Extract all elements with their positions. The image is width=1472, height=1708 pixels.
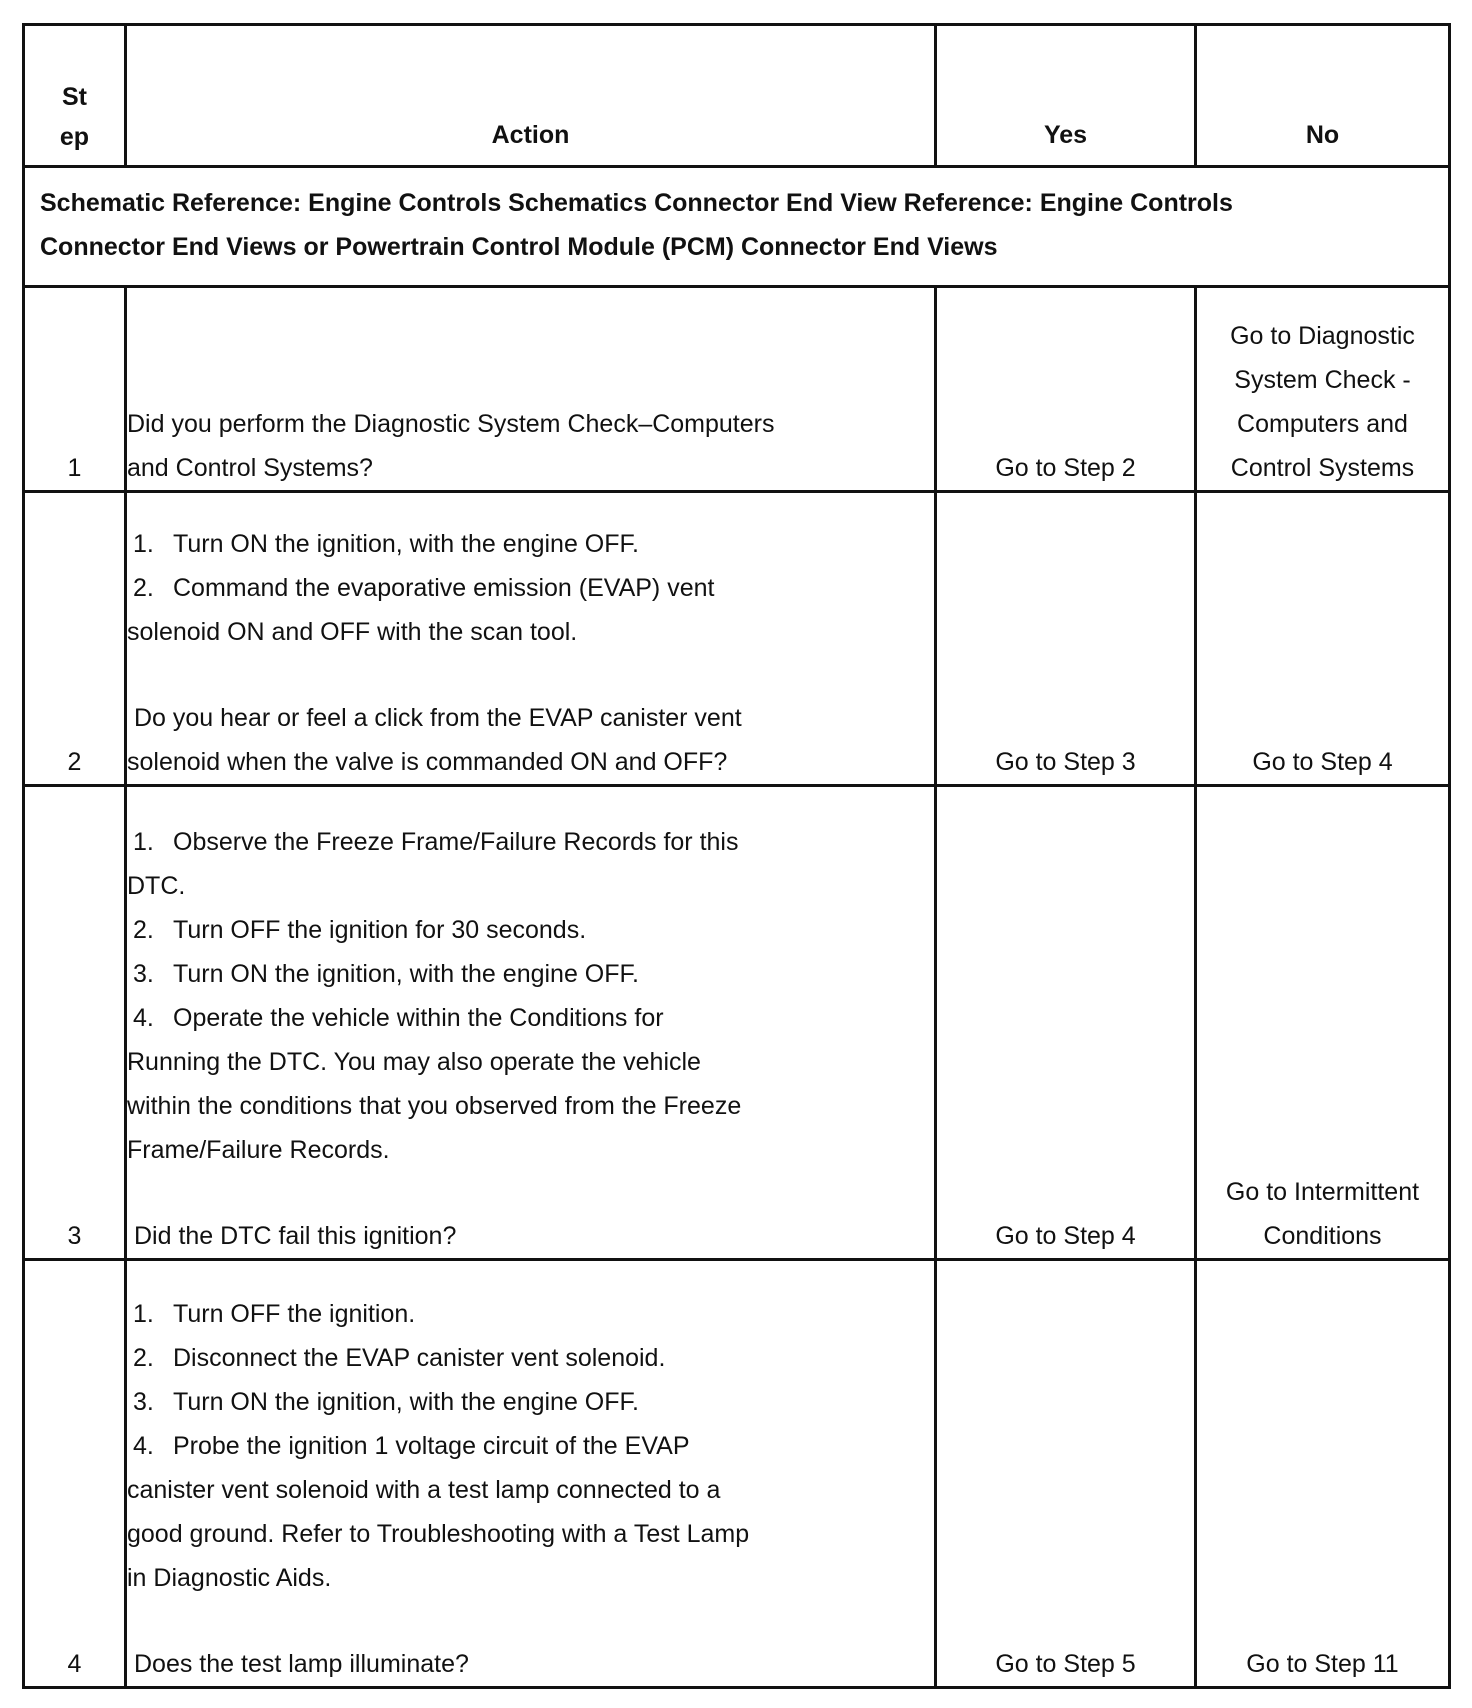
- no-line: Conditions: [1263, 1222, 1382, 1250]
- item-continuation: canister vent solenoid with a test lamp connected to a: [127, 1476, 721, 1504]
- item-continuation: solenoid ON and OFF with the scan tool.: [127, 618, 578, 646]
- action-line: Did you perform the Diagnostic System Check–Computers: [127, 410, 775, 438]
- item-continuation: within the conditions that you observed from the Freeze: [127, 1092, 742, 1120]
- no-cell: Go to Step 4: [1196, 492, 1450, 786]
- item-text: Turn OFF the ignition for 30 seconds.: [173, 916, 587, 944]
- no-line: Computers and: [1237, 410, 1408, 438]
- list-item: [127, 820, 934, 864]
- header-step-line2: ep: [59, 123, 90, 151]
- schematic-reference: [24, 167, 1450, 287]
- yes-cell: Go to Step 3: [936, 492, 1196, 786]
- table-row: [24, 492, 1450, 786]
- table-row: [24, 786, 1450, 1260]
- yes-cell: Go to Step 2: [936, 287, 1196, 492]
- no-cell: [1196, 786, 1450, 1260]
- step-number: 1: [24, 287, 126, 492]
- item-text: Turn OFF the ignition.: [173, 1300, 416, 1328]
- no-line: System Check -: [1234, 366, 1411, 394]
- reference-row: [24, 167, 1450, 287]
- item-number: 3.: [133, 1388, 154, 1416]
- item-continuation: Running the DTC. You may also operate the vehicle: [127, 1048, 701, 1076]
- diagnostic-table: [22, 23, 1451, 1689]
- action-cell: [126, 287, 936, 492]
- item-continuation: in Diagnostic Aids.: [127, 1564, 332, 1592]
- item-number: 1.: [133, 530, 154, 558]
- item-text: Observe the Freeze Frame/Failure Records for this: [173, 828, 739, 856]
- item-number: 3.: [133, 960, 154, 988]
- step-number: 3: [24, 786, 126, 1260]
- step-number: 4: [24, 1260, 126, 1688]
- list-item: [127, 952, 934, 996]
- no-line: Go to Diagnostic: [1230, 322, 1415, 350]
- action-line: and Control Systems?: [127, 454, 373, 482]
- list-item: [127, 566, 934, 610]
- list-item: [127, 908, 934, 952]
- item-number: 2.: [133, 1344, 154, 1372]
- item-continuation: DTC.: [127, 872, 186, 900]
- list-item: [127, 522, 934, 566]
- item-number: 4.: [133, 1432, 154, 1460]
- header-no: No: [1196, 25, 1450, 167]
- item-number: 4.: [133, 1004, 154, 1032]
- yes-cell: Go to Step 4: [936, 786, 1196, 1260]
- item-number: 2.: [133, 574, 154, 602]
- action-cell: [126, 492, 936, 786]
- reference-line-1: Schematic Reference: Engine Controls Schematics Connector End View Reference: Engine Controls: [40, 188, 1233, 217]
- no-cell: Go to Step 11: [1196, 1260, 1450, 1688]
- header-row: [24, 25, 1450, 167]
- list-item: [127, 1292, 934, 1336]
- no-line: Go to: [1225, 1178, 1288, 1206]
- header-step-line1: St: [62, 83, 87, 111]
- question-line: Did the DTC fail this ignition?: [134, 1222, 457, 1250]
- header-step: [24, 25, 126, 167]
- reference-line-2: Connector End Views or Powertrain Control Module (PCM) Connector End Views: [40, 232, 998, 261]
- question-line: Does the test lamp illuminate?: [134, 1650, 469, 1678]
- question-line: solenoid when the valve is commanded ON and OFF?: [127, 748, 728, 776]
- no-line: Control Systems: [1230, 454, 1415, 482]
- item-text: Turn ON the ignition, with the engine OFF.: [173, 1388, 639, 1416]
- item-number: 2.: [133, 916, 154, 944]
- no-line: Intermittent: [1294, 1178, 1420, 1206]
- item-text: Turn ON the ignition, with the engine OFF.: [173, 530, 639, 558]
- table-row: [24, 1260, 1450, 1688]
- table-row: [24, 287, 1450, 492]
- list-item: [127, 1380, 934, 1424]
- list-item: [127, 1336, 934, 1380]
- step-number: 2: [24, 492, 126, 786]
- yes-cell: Go to Step 5: [936, 1260, 1196, 1688]
- item-continuation: Frame/Failure Records.: [127, 1136, 390, 1164]
- list-item: [127, 996, 934, 1040]
- no-cell: [1196, 287, 1450, 492]
- question-line: Do you hear or feel a click from the EVAP canister vent: [134, 704, 742, 732]
- item-text: Command the evaporative emission (EVAP) vent: [173, 574, 715, 602]
- item-continuation: good ground. Refer to Troubleshooting with a Test Lamp: [127, 1520, 750, 1548]
- item-number: 1.: [133, 1300, 154, 1328]
- item-number: 1.: [133, 828, 154, 856]
- list-item: [127, 1424, 934, 1468]
- item-text: Turn ON the ignition, with the engine OFF.: [173, 960, 639, 988]
- action-cell: [126, 786, 936, 1260]
- item-text: Probe the ignition 1 voltage circuit of the EVAP: [173, 1432, 690, 1460]
- action-cell: [126, 1260, 936, 1688]
- item-text: Operate the vehicle within the Conditions for: [173, 1004, 664, 1032]
- header-action: Action: [126, 25, 936, 167]
- item-text: Disconnect the EVAP canister vent solenoid.: [173, 1344, 666, 1372]
- header-yes: Yes: [936, 25, 1196, 167]
